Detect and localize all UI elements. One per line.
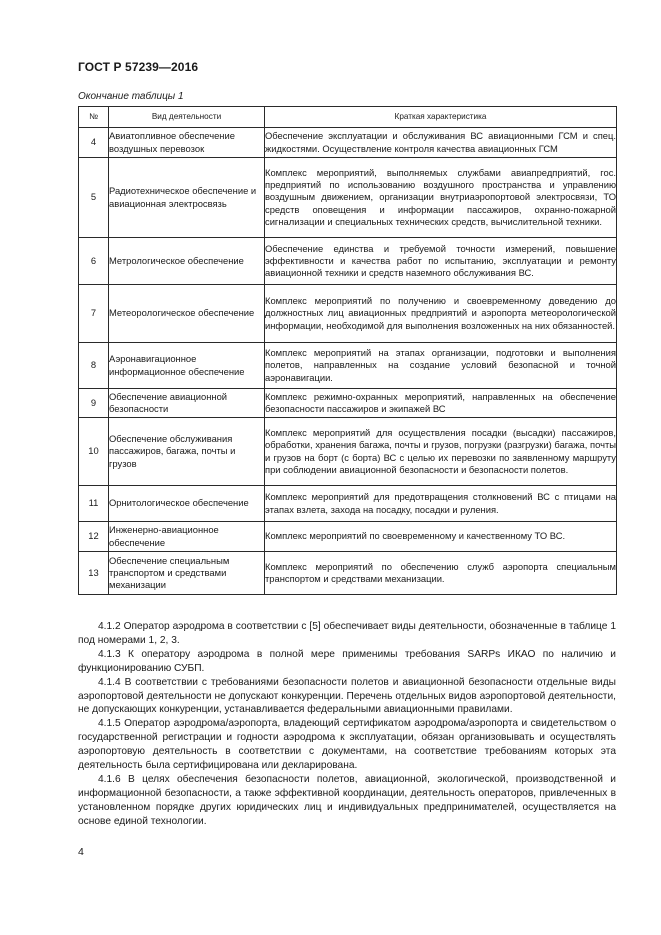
table-row <box>79 158 617 238</box>
table-row <box>79 389 617 418</box>
row-description: Комплекс мероприятий для осуществления посадки (высадки) пассажиров, обработки, хранения багажа, почты и грузов, погрузки (разгрузки) багажа, почты и грузов на борт (с борта) ВС с целью их перевозки по заявленному маршруту при соблюдении авиационной безопасности и безопасности полетов. <box>265 418 617 486</box>
table-row <box>79 285 617 343</box>
row-number: 12 <box>79 522 109 552</box>
activities-table <box>78 106 617 595</box>
row-description: Комплекс мероприятий по получению и своевременному доведению до должностных лиц авиационных предприятий и аэропорта метеорологической информации, необходимой для выполнения возложенных на них обязанностей. <box>265 285 617 343</box>
row-number: 4 <box>79 128 109 158</box>
row-number: 8 <box>79 343 109 389</box>
row-activity: Аэронавигационное информационное обеспечение <box>109 343 265 389</box>
column-header-number: № <box>79 107 109 128</box>
document-header: ГОСТ Р 57239—2016 <box>78 60 199 74</box>
row-number: 11 <box>79 486 109 522</box>
row-number: 13 <box>79 552 109 595</box>
column-header-activity: Вид деятельности <box>109 107 265 128</box>
row-description: Комплекс режимно-охранных мероприятий, направленных на обеспечение безопасности пассажиров и экипажей ВС <box>265 389 617 418</box>
row-description: Комплекс мероприятий на этапах организации, подготовки и выполнения полетов, направленных на создание условий безопасной и точной аэронавигации. <box>265 343 617 389</box>
row-number: 7 <box>79 285 109 343</box>
row-description: Комплекс мероприятий по своевременному и качественному ТО ВС. <box>265 522 617 552</box>
row-activity: Обеспечение авиационной безопасности <box>109 389 265 418</box>
row-description: Обеспечение эксплуатации и обслуживания ВС авиационными ГСМ и спец. жидкостями. Осуществление контроля качества авиационных ГСМ <box>265 128 617 158</box>
table-row <box>79 238 617 285</box>
row-activity: Метеорологическое обеспечение <box>109 285 265 343</box>
row-number: 9 <box>79 389 109 418</box>
row-number: 5 <box>79 158 109 238</box>
paragraph-4-1-2: 4.1.2 Оператор аэродрома в соответствии с [5] обеспечивает виды деятельности, обозначенные в таблице 1 под номерами 1, 2, 3. <box>78 621 616 646</box>
row-number: 10 <box>79 418 109 486</box>
paragraph-4-1-5: 4.1.5 Оператор аэродрома/аэропорта, владеющий сертификатом аэродрома/аэропорта и свидетельством о государственной регистрации и годности аэродрома к эксплуатации, обязан организовывать и осуществлять аэропортовую деятельность в соответствии с документами, на соответствие требованиям которых эта деятельность была сертифицирована или декларирована. <box>78 718 616 772</box>
paragraph-4-1-4: 4.1.4 В соответствии с требованиями безопасности полетов и авиационной безопасности отдельные виды аэропортовой деятельности не допускают конкуренции. Перечень отдельных видов аэропортовой деятельности, не допускающих конкуренции, устанавливается федеральными авиационными правилами. <box>78 676 616 716</box>
body-text <box>78 620 616 829</box>
row-number: 6 <box>79 238 109 285</box>
table-row <box>79 128 617 158</box>
table-caption: Окончание таблицы 1 <box>78 91 184 102</box>
column-header-description: Краткая характеристика <box>265 107 617 128</box>
row-activity: Обеспечение обслуживания пассажиров, багажа, почты и грузов <box>109 418 265 486</box>
row-activity: Авиатопливное обеспечение воздушных перевозок <box>109 128 265 158</box>
paragraph-4-1-6: 4.1.6 В целях обеспечения безопасности полетов, авиационной, экологической, производственной и информационной безопасности, а также эффективной координации, деятельность операторов, привлеченных в установленном порядке других юридических лиц и индивидуальных предпринимателей, осуществляется на основе единой технологии. <box>78 773 616 827</box>
row-description: Комплекс мероприятий, выполняемых службами авиапредприятий, гос. предприятий по использованию воздушного пространства и управлению воздушным движением, организации внутриаэропортовой электросвязи, ТО средств оповещения и информации пассажиров, охранно-пожарной сигнализации и специальных технических средств, вычислительной техники. <box>265 158 617 238</box>
table-row <box>79 552 617 595</box>
table-row <box>79 343 617 389</box>
table-row <box>79 418 617 486</box>
row-activity: Обеспечение специальным транспортом и средствами механизации <box>109 552 265 595</box>
table-row <box>79 486 617 522</box>
row-activity: Радиотехническое обеспечение и авиационная электросвязь <box>109 158 265 238</box>
row-description: Комплекс мероприятий для предотвращения столкновений ВС с птицами на этапах взлета, захода на посадку, посадки и руления. <box>265 486 617 522</box>
row-description: Обеспечение единства и требуемой точности измерений, повышение эффективности и качества работ по испытанию, эксплуатации и ремонту авиационной техники и средств наземного обслуживания ВС. <box>265 238 617 285</box>
table-row <box>79 522 617 552</box>
row-activity: Орнитологическое обеспечение <box>109 486 265 522</box>
row-activity: Инженерно-авиационное обеспечение <box>109 522 265 552</box>
row-description: Комплекс мероприятий по обеспечению служб аэропорта специальным транспортом и средствами механизации. <box>265 552 617 595</box>
row-activity: Метрологическое обеспечение <box>109 238 265 285</box>
page-number: 4 <box>78 846 84 858</box>
table-header-row <box>79 107 617 128</box>
paragraph-4-1-3: 4.1.3 К оператору аэродрома в полной мере применимы требования SARPs ИКАО по наличию и функционированию СУБП. <box>78 648 616 674</box>
